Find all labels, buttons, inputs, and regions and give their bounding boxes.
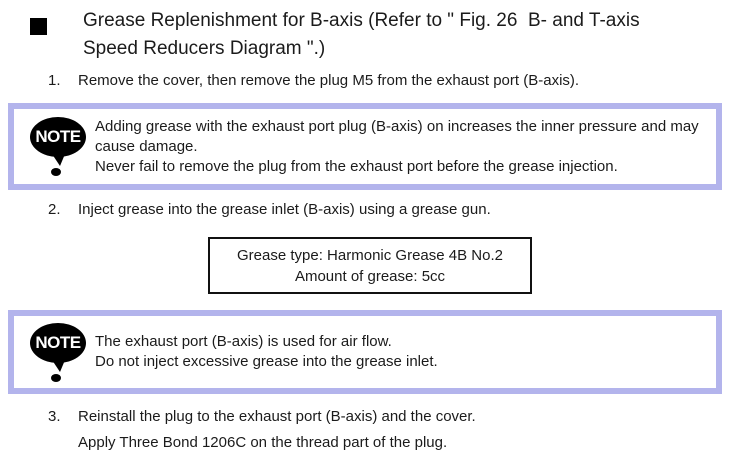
step-number: 3. [48,408,61,425]
section-title-line1: Grease Replenishment for B-axis (Refer to " Fig. 26 B- and T-axis [83,10,640,31]
note-icon [30,117,86,176]
note-balloon-dot [51,374,61,382]
grease-amount: Amount of grease: 5cc [294,267,446,285]
note-2-line-2: Do not inject excessive grease into the grease inlet. [95,353,438,370]
step-text [78,71,579,91]
note-2-text [95,332,438,372]
step-text [78,404,476,456]
step-2-line-1: Inject grease into the grease inlet (B-axis) using a grease gun. [78,201,491,218]
note-balloon-tail [52,360,65,372]
note-balloon-label: NOTE [30,323,86,363]
step-2 [48,200,491,220]
grease-type: Grease type: Harmonic Grease 4B No.2 [237,246,503,264]
step-number: 2. [48,201,61,218]
note-box-1 [8,103,722,190]
note-balloon-tail [52,154,65,166]
note-1-line-3: Never fail to remove the plug from the exhaust port before the grease injection. [95,157,618,175]
step-text [78,200,491,220]
step-3 [48,404,476,456]
section-title [83,7,640,63]
step-1-line-1: Remove the cover, then remove the plug M5 from the exhaust port (B-axis). [78,72,580,89]
step-number: 1. [48,72,61,89]
square-bullet-icon [30,18,47,35]
note-1-text [95,117,699,177]
step-3-line-1: Reinstall the plug to the exhaust port (B-axis) and the cover. [78,408,476,425]
note-balloon-label: NOTE [30,117,86,157]
note-icon [30,323,86,382]
grease-info-box [208,237,532,294]
note-1-line-1: Adding grease with the exhaust port plug (B-axis) on increases the inner pressure and may [95,117,699,135]
step-3-line-2: Apply Three Bond 1206C on the thread part of the plug. [78,434,448,451]
note-box-2 [8,310,722,394]
note-2-line-1: The exhaust port (B-axis) is used for air flow. [95,333,392,350]
step-1 [48,71,579,91]
section-title-line2: Speed Reducers Diagram ".) [83,38,326,59]
note-1-line-2: cause damage. [95,137,198,155]
note-balloon-dot [51,168,61,176]
